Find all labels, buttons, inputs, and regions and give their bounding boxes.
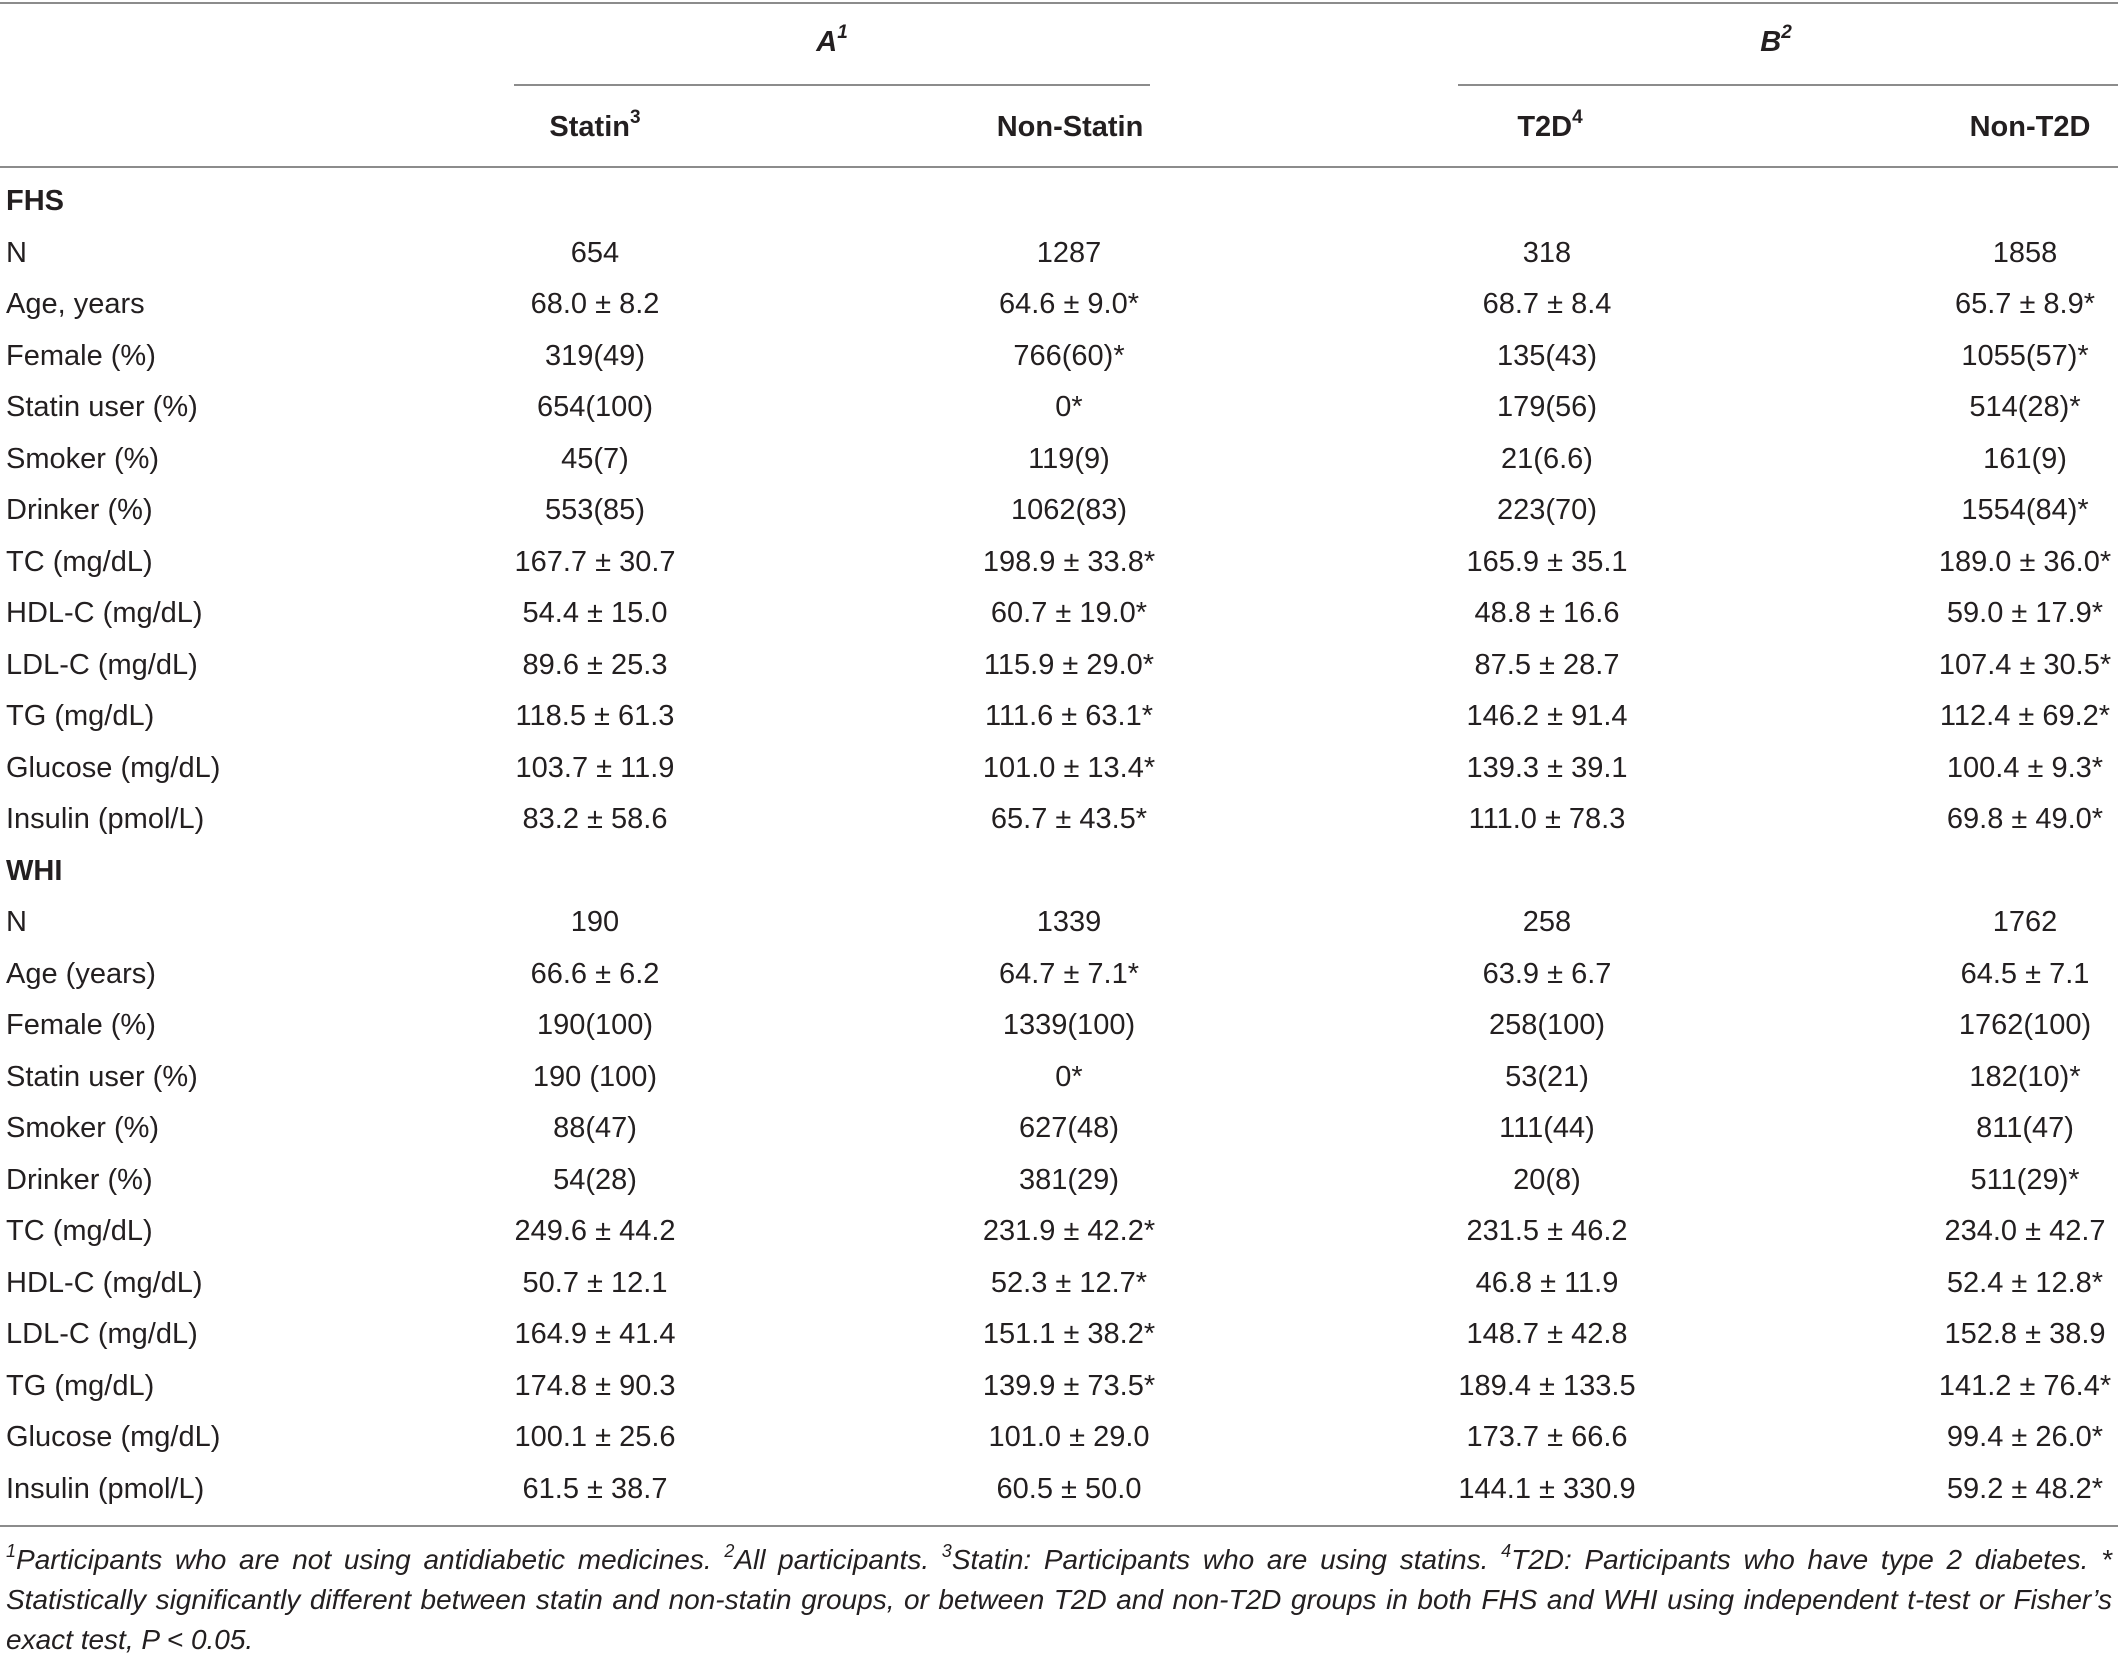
row-label: TC (mg/dL) [6, 1215, 153, 1247]
row-label: Age, years [6, 288, 145, 320]
table-cell: 381(29) [1019, 1163, 1119, 1196]
table-cell: 231.9 ± 42.2* [982, 1215, 1156, 1247]
table-cell: 64.6 ± 9.0* [998, 288, 1140, 320]
table-cell: 112.4 ± 69.2* [1939, 700, 2111, 732]
table-cell: 0* [1055, 1060, 1083, 1093]
table-cell: 61.5 ± 38.7 [522, 1472, 668, 1505]
row-label: HDL-C (mg/dL) [6, 1266, 203, 1299]
table-cell: 65.7 ± 43.5* [990, 803, 1148, 835]
table-cell: 766(60)* [1013, 339, 1125, 372]
table-cell: 111.0 ± 78.3 [1468, 803, 1626, 835]
table-cell: 46.8 ± 11.9 [1475, 1266, 1619, 1299]
table-cell: 223(70) [1497, 494, 1597, 526]
table-cell: 48.8 ± 16.6 [1474, 597, 1620, 629]
row-label: Statin user (%) [6, 391, 198, 423]
table-cell: 101.0 ± 13.4* [982, 751, 1156, 784]
table-cell: 1762 [1992, 906, 2058, 938]
table-cell: 167.7 ± 30.7 [514, 545, 676, 578]
table-cell: 87.5 ± 28.7 [1474, 648, 1620, 681]
table-cell: 60.7 ± 19.0* [990, 597, 1148, 629]
table-cell: 64.5 ± 7.1 [1960, 957, 2090, 990]
group-b-rule [1458, 84, 2118, 86]
table-cell: 139.9 ± 73.5* [982, 1369, 1156, 1402]
table-cell: 107.4 ± 30.5* [1938, 648, 2112, 681]
table-cell: 119(9) [1028, 442, 1110, 475]
table-cell: 60.5 ± 50.0 [996, 1472, 1142, 1505]
table-cell: 83.2 ± 58.6 [522, 803, 668, 835]
footnote-2-mark: 2 [724, 1540, 735, 1561]
footnote-2: All participants. [734, 1544, 942, 1575]
table-cell: 151.1 ± 38.2* [982, 1318, 1156, 1350]
table-cell: 45(7) [561, 442, 629, 475]
table-cell: 52.3 ± 12.7* [990, 1266, 1148, 1299]
table-cell: 182(10)* [1969, 1060, 2081, 1093]
table-cell: 174.8 ± 90.3 [514, 1369, 676, 1402]
table-cell: 100.4 ± 9.3* [1946, 751, 2104, 784]
table-cell: 63.9 ± 6.7 [1482, 957, 1612, 990]
section-title: FHS [6, 185, 64, 217]
group-a-header: $A^1$ [816, 22, 848, 58]
table-cell: 319(49) [545, 339, 645, 372]
table-cell: 1762(100) [1958, 1009, 2092, 1041]
top-rule [0, 2, 2118, 4]
footnote-4: T2D: Participants who have type 2 diabetes. [1511, 1544, 2089, 1575]
table-cell: 234.0 ± 42.7 [1944, 1215, 2106, 1247]
table-cell: 135(43) [1497, 339, 1597, 372]
table-cell: 53(21) [1505, 1060, 1589, 1093]
row-label: HDL-C (mg/dL) [6, 597, 203, 629]
row-label: Female (%) [6, 1009, 156, 1041]
footnote-1: Participants who are not using antidiabetic medicines. [16, 1544, 725, 1575]
table-cell: 152.8 ± 38.9 [1944, 1318, 2106, 1350]
table-cell: 21(6.6) [1501, 442, 1593, 475]
table-cell: 189.4 ± 133.5 [1458, 1369, 1636, 1402]
table-cell: 20(8) [1513, 1163, 1581, 1196]
table-cell: 165.9 ± 35.1 [1466, 545, 1628, 578]
table-cell: 68.0 ± 8.2 [530, 288, 660, 320]
table-cell: 258(100) [1488, 1009, 1606, 1041]
row-label: TG (mg/dL) [6, 1369, 155, 1402]
table-cell: 511(29)* [1970, 1163, 2080, 1196]
header-rule [0, 166, 2118, 168]
footnotes [6, 1540, 2112, 1660]
col-header-non-t2d: Non-T2D [1969, 111, 2091, 143]
row-label: N [6, 906, 27, 938]
table-cell: 231.5 ± 46.2 [1466, 1215, 1628, 1247]
table-cell: 1062(83) [1010, 494, 1128, 526]
table-cell: 1858 [1992, 236, 2058, 269]
table-cell: 553(85) [545, 494, 645, 526]
table-cell: 89.6 ± 25.3 [522, 648, 668, 681]
row-label: Drinker (%) [6, 494, 153, 526]
table-cell: 258 [1522, 906, 1572, 938]
table-cell: 115.9 ± 29.0* [983, 648, 1155, 681]
table-cell: 64.7 ± 7.1* [998, 957, 1140, 990]
table-cell: 654(100) [536, 391, 654, 423]
table-cell: 139.3 ± 39.1 [1466, 751, 1628, 784]
row-label: TC (mg/dL) [6, 545, 153, 578]
row-label: LDL-C (mg/dL) [6, 648, 198, 681]
table-cell: 146.2 ± 91.4 [1466, 700, 1628, 732]
table-cell: 654 [570, 236, 620, 269]
row-label: Glucose (mg/dL) [6, 751, 221, 784]
table-cell: 69.8 ± 49.0* [1946, 803, 2104, 835]
footnote-1-mark: 1 [6, 1540, 17, 1561]
footnote-3-mark: 3 [941, 1540, 952, 1561]
table-cell: 50.7 ± 12.1 [522, 1266, 668, 1299]
row-label: N [6, 236, 27, 269]
table-cell: 88(47) [553, 1112, 637, 1144]
footnote-significance: * Statistically significantly different between statin and non-statin groups, or between T2D and non-T2D groups in both FHS and WHI using independent t-test or Fisher’s exact test, P < 0.05. [6, 1544, 2113, 1655]
table-cell: 190 (100) [532, 1060, 658, 1093]
table-cell: 144.1 ± 330.9 [1458, 1472, 1636, 1505]
table-cell: 52.4 ± 12.8* [1946, 1266, 2104, 1299]
table-cell: 179(56) [1497, 391, 1597, 423]
row-label: Statin user (%) [6, 1060, 198, 1093]
table-cell: 68.7 ± 8.4 [1482, 288, 1612, 320]
row-label: Smoker (%) [6, 442, 160, 475]
table-cell: 111(44) [1499, 1112, 1595, 1144]
table-cell: 190 [570, 906, 620, 938]
row-label: Age (years) [6, 957, 156, 990]
table-cell: 189.0 ± 36.0* [1938, 545, 2112, 578]
col-header-non-statin: Non-Statin [996, 111, 1144, 143]
table-cell: 1287 [1036, 236, 1102, 269]
table-cell: 103.7 ± 11.9 [515, 751, 675, 784]
table-cell: 811(47) [1976, 1112, 2074, 1144]
bottom-rule [0, 1525, 2118, 1527]
table-cell: 141.2 ± 76.4* [1938, 1369, 2112, 1402]
table-cell: 118.5 ± 61.3 [515, 700, 675, 732]
row-label: LDL-C (mg/dL) [6, 1318, 198, 1350]
table-cell: 54(28) [553, 1163, 637, 1196]
col-header-t2d: $T2D^4$ [1517, 107, 1583, 143]
group-b-header: $B^2$ [1760, 22, 1792, 58]
table-cell: 59.2 ± 48.2* [1946, 1472, 2104, 1505]
table-cell: 514(28)* [1969, 391, 2081, 423]
group-a-rule [514, 84, 1150, 86]
row-label: Smoker (%) [6, 1112, 160, 1144]
footnote-3: Statin: Participants who are using statins. [951, 1544, 1502, 1575]
table-cell: 1339 [1036, 906, 1102, 938]
row-label: Glucose (mg/dL) [6, 1421, 221, 1453]
table-cell: 111.6 ± 63.1* [984, 700, 1154, 732]
table-cell: 1339(100) [1002, 1009, 1136, 1041]
table-cell: 1055(57)* [1961, 339, 2089, 372]
table-cell: 164.9 ± 41.4 [514, 1318, 676, 1350]
table-cell: 66.6 ± 6.2 [530, 957, 660, 990]
table-cell: 627(48) [1019, 1112, 1119, 1144]
row-label: Female (%) [6, 339, 156, 372]
table-cell: 190(100) [536, 1009, 654, 1041]
section-title: WHI [6, 854, 63, 887]
table-cell: 99.4 ± 26.0* [1946, 1421, 2104, 1453]
table-cell: 65.7 ± 8.9* [1954, 288, 2096, 320]
table-cell: 318 [1522, 236, 1572, 269]
table-cell: 0* [1055, 391, 1083, 423]
table-cell: 101.0 ± 29.0 [988, 1421, 1150, 1453]
table-cell: 161(9) [1983, 442, 2067, 475]
footnote-4-mark: 4 [1501, 1540, 1512, 1561]
table-cell: 1554(84)* [1961, 494, 2089, 526]
row-label: Insulin (pmol/L) [6, 1472, 205, 1505]
row-label: Insulin (pmol/L) [6, 803, 205, 835]
table-cell: 59.0 ± 17.9* [1946, 597, 2104, 629]
table-cell: 173.7 ± 66.6 [1466, 1421, 1628, 1453]
col-header-statin: Statin$^3$ [549, 107, 641, 143]
row-label: TG (mg/dL) [6, 700, 155, 732]
row-label: Drinker (%) [6, 1163, 153, 1196]
table-cell: 54.4 ± 15.0 [522, 597, 668, 629]
table-cell: 249.6 ± 44.2 [514, 1215, 676, 1247]
table-cell: 198.9 ± 33.8* [982, 545, 1156, 578]
table-cell: 100.1 ± 25.6 [514, 1421, 676, 1453]
table-cell: 148.7 ± 42.8 [1466, 1318, 1628, 1350]
